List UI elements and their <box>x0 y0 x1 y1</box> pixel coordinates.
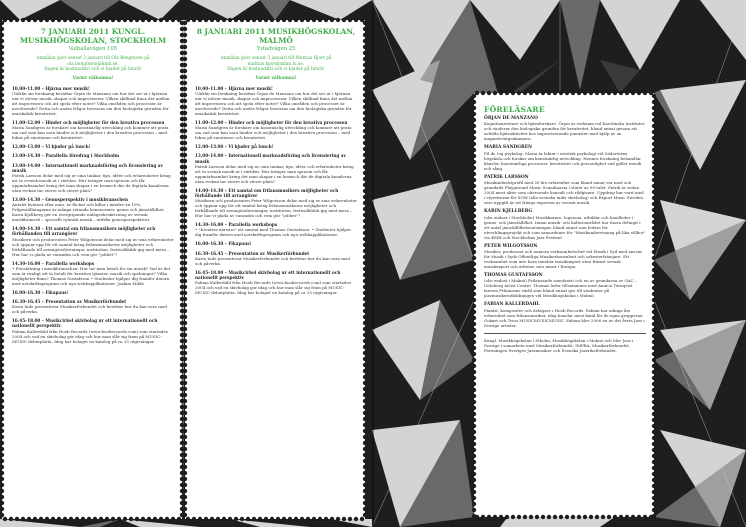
session-item <box>195 270 357 295</box>
stockholm-title: 7 JANUARI 2011 KUNGL. MUSIKHÖGSKOLAN, STOCKHOLM <box>19 27 167 45</box>
malmo-program-card <box>185 20 365 519</box>
stockholm-schedule <box>12 86 174 344</box>
session-item <box>195 222 357 237</box>
session-description: Patrik Larsson delar med sig av sina tankar, tips, idéer och erfarenheter kring att ta svensk musik ut i världen. Hur tränger man igenom och får uppmärksamhet kring det man skapar i en bransch där de digitala kanalerna utan tvekan tar större och större plats? <box>12 173 171 194</box>
session-item <box>12 226 174 256</box>
lecturer-list <box>484 116 646 328</box>
malmo-schedule <box>195 86 357 295</box>
session-item <box>12 261 174 286</box>
malmo-title: 8 JANUARI 2011 MUSIKHÖGSKOLAN, MALMÖ <box>196 27 356 45</box>
session-description: Maria Sandgren är forskare om konstnärlig utveckling och kommer att prata om vad som kan vara hinder och möjligheter i den kreativa processen – med fokus på emotioner och kreativitet. <box>195 125 352 141</box>
session-heading: 10.00–11.00 – Hjärna mer musik! <box>195 85 273 91</box>
lecturer-entry <box>484 244 646 269</box>
lecturer-entry <box>484 209 646 239</box>
session-item <box>195 153 357 183</box>
session-description: Musikern och producenten Peter Wilgotsson delar med sig av sina erfarenheter och öppnar upp för ett samtal kring frilansmusikerns möjligheter och förhållande till arrangörsföreningar, institution, festivalklubb-gig med mera – Hur har vi glada av varandra och vem gör "jobbet"? <box>195 198 357 219</box>
lecturer-bio: Musikindustriprofil med 20 års erfarenhet som bland annat var med och grundade Playground Music Scandinavia i slutet av 90-talet. Patrik är sedan 2004 mest aktiv som oberoende konsult och rådgivare. Uppdrag har varit med i styrelserna för SOM (alla svenska indie skivbolag) och Export Music Sweden vars uppgift är att främja exporten av svensk musik. <box>484 180 644 206</box>
center-fold <box>372 0 374 527</box>
lecturer-bio: (obs endast i Stockholm) Musikkarare, logonom, utbildar och handleder i genus- och jämställdhet. Innan musik- och kulturområdet har Karin deltagit i ett antal jämställdhetssatsningar, bland annat som ledare för utvecklingsprojekt och som samordnare för "Musikundervisning på lika villkor" via KMH och Stockholms Jazz Festival. <box>484 214 646 240</box>
session-item <box>12 197 174 222</box>
session-description: • Prissättning i musikbranschen: Hur tar man betalt för sin musik? Vad är det som är rimligt att ta betalt för kreativa tjänster, musik och spelningar? Vilka möjligheter finns? Thomas Gustafsson • Studenter hjälper dig framför datorn med notskriftsprogram och nya webbapplikationer. Joakim Milde <box>12 265 171 286</box>
session-heading: 12.00–13.00 – Vi bjuder på lunch! <box>12 144 91 150</box>
session-description: Fabian Kallerdahl från Hoob Records (www.hoobrecords.com) som startades 2004 och vad en skivbolag gör idag och hur man slår sig fram på MUSIC-MUSIC-debutplatta. Idag har bolaget en katalog på ca 25 utgivningar. <box>12 328 168 344</box>
malmo-info-line: Dagen är kostnadsfri och vi bjuder på lunch! <box>227 67 325 72</box>
session-heading: 11.00–12.00 – Hinder och möjligheter för den kreativa processen <box>195 120 348 126</box>
stockholm-info-line: Anmälan görs senast 3 januari till Ola Bengtsson på <box>36 56 150 62</box>
session-heading: 16.00–16.30 – Fikapaus! <box>195 241 252 247</box>
session-description: Antalet kvinnor eller män, av flickor och killar i mindre än 10%. Frågeställningarna är många rörande könsnormer, genus och jämställdhet. Karin Kjellberg ger en övergripande nulägesbeskrivning av svensk musikbransch – speciellt rytmisk musik – utifrån genusperspektivet. <box>12 202 165 223</box>
session-heading: 13.00–14.30 – Genusperspektiv i musikbranschen <box>12 197 129 203</box>
session-description: Karin Inde presenterar Musikerförbundet och berättar hur du kan vara med och påverka. <box>12 304 167 315</box>
session-item <box>195 144 357 149</box>
session-description: Musikern och producenten Peter Wilgotsson delar med sig av sina erfarenheter och öppnar upp för ett samtal kring frilansmusikerns möjligheter och förhållande till arrangörsföreningar, institution, festivalklubb-gig med mera – Hur har vi glada av varandra och vem gör "jobbet"? <box>12 236 174 257</box>
stockholm-address: Valhallavägen 105 <box>68 46 118 53</box>
footer-divider <box>484 333 646 334</box>
session-item <box>195 241 357 246</box>
session-description: Patrik Larsson delar med sig av sina tankar, tips, idéer och erfarenheter kring att ta svensk musik ut i världen. Hur tränger man igenom och får uppmärksamhet kring det man skapar i en bransch där de digitala kanalerna utan tvekan tar större och större plats? <box>195 163 354 184</box>
session-heading: 13.00–14.30 – Parallella föredrag i Stockholm <box>12 153 120 159</box>
session-description: Karin Inde presenterar Musikerförbundet och berättar hur du kan vara med och påverka. <box>195 255 350 266</box>
session-heading: 14.00–14.30 – Ett samtal om frilansmusikers möjligheter och förhållanden till arrangörer <box>12 226 156 237</box>
lecturer-name: KARIN KJELLBERG <box>484 209 533 215</box>
malmo-address: Ystadvägen 25 <box>256 46 296 53</box>
session-item <box>195 251 357 266</box>
lecturer-name: MARIA SANDGREN <box>484 145 533 151</box>
session-heading: 16.00–16.30 – Fikapaus! <box>12 289 69 295</box>
session-heading: 16.30–16.45 – Presentation av Musikerförbundet <box>12 299 127 305</box>
lecturers-title: FÖRELÄSARE <box>484 105 545 114</box>
stockholm-welcome: Varmt välkomna! <box>72 76 114 82</box>
lecturer-name: PATRIK LARSSON <box>484 174 529 180</box>
organizers-footer: Kungl. Musikhögskolan i Stholm, Musikhögskolan i Malmö och Mer Jazz i Sverige i samarbete med Musikerförbundet, IMPRA, Musikerförbundet, Föreningen Sveriges Jazzmusiker och Svenska Jazzriksförbundet. <box>484 337 634 353</box>
session-heading: 14.30–16.00 – Parallella workshops <box>195 222 278 228</box>
session-description: • "Kreativa närvaro" ett samtal med Thomas Gustafsson. • Studenter hjälper dig framför datorn med notskriftsprogram och nya webbapplikationer. <box>195 227 352 238</box>
stockholm-program-card <box>2 20 182 519</box>
lecturer-entry <box>484 175 646 205</box>
session-heading: 16.30–16.45 – Presentation av Musikerförbundet <box>195 250 310 256</box>
malmo-info-line: Anmälan görs senast 3 januari till Mattias Hjort på <box>220 56 332 62</box>
lecturer-name: THOMAS GUSTAFSSON <box>484 273 543 279</box>
session-item <box>195 120 357 140</box>
lecturer-entry <box>484 145 646 170</box>
session-item <box>12 120 174 140</box>
session-heading: 12.00–13.00 – Vi bjuder på lunch! <box>195 144 274 150</box>
session-item <box>12 299 174 314</box>
session-item <box>12 153 174 158</box>
lecturers-card <box>474 93 654 517</box>
stockholm-info-line: Dagen är kostnadsfri och vi bjuder på lunch! <box>44 67 142 72</box>
session-heading: 16.45–18.00 – Musikcirkel skivbolag ur ett internationellt och nationellt perspektiv <box>195 269 341 281</box>
lecturer-bio: Kognitionsvetare och hjärnforskare. Örjan är verksam vid Karolinska Institutet och studerar den biologiska grunden för kreativitet, bland annat genom att avbilda hjärnaktivitet hos improviserande pianister med hjälp av en magnetröntgenkamera. <box>484 121 645 142</box>
lecturer-entry <box>484 116 646 141</box>
stockholm-info-line: ola.bengtsson@kmh.se. <box>67 61 119 67</box>
session-item <box>195 188 357 218</box>
lecturer-bio: Musiker, producent och numera verksamhetschef vid Musik i Syd med ansvar för Musik i Syds Offentliga Musikerkonsulent och orkesterfrämjare. Ett verksamhet som inte bara innebär musikimport utan främst svensk musikexport och arbetar, inte minst i Europa. <box>484 249 643 270</box>
session-item <box>12 86 174 116</box>
session-heading: 13.00–14.00 – Internationell marknadsföring och licensiering av musik <box>12 162 163 173</box>
session-heading: 11.00–12.00 – Hinder och möjligheter för den kreativa processen <box>12 120 165 126</box>
session-heading: 14.30–16.00 – Parallella workshops <box>12 260 95 266</box>
lecturer-entry <box>484 302 646 327</box>
lecturer-bio: (obs endast i Malmö) Frilansande saxofonist och en av grundarna av GAC – Göteborg Artist Centre. Thomas leder tillsammans med Annica Törnqvist kursen Frilansens värld som bland annat ges till studenter på jazzmusikerutbildningen vid Musikhögskolan i Malmö. <box>484 278 637 299</box>
session-item <box>12 163 174 193</box>
session-item <box>12 144 174 149</box>
session-item <box>195 86 357 116</box>
session-description: Utifrån sin forskning berättar Örjan de Manzano om hur det ser ut i hjärnan när vi utövar musik, skapar och improviserar. Vilken skillnad finns det mellan att improvisera och att spela efter noter? Vilka områden och processer är involverade? Detta och andra frågor besvaras om den biologiska grunden för musikalisk kreativitet. <box>12 91 170 117</box>
session-description: Utifrån sin forskning berättar Örjan de Manzano om hur det ser ut i hjärnan när vi utövar musik, skapar och improviserar. Vilken skillnad finns det mellan att improvisera och att spela efter noter? Vilka områden och processer är involverade? Detta och andra frågor besvaras om den biologiska grunden för musikalisk kreativitet. <box>195 91 353 117</box>
lecturer-name: ÖRJAN DE MANZANO <box>484 116 538 121</box>
session-heading: 10.00–11.00 – Hjärna mer musik! <box>12 85 90 91</box>
lecturer-entry <box>484 273 646 298</box>
lecturer-bio: Pianist, kompositör och delägare i Hoob Records. Fabian har många års erfarenhet som frilansmusiker, idag hanslar mest känd för de egna grupperna Gokart och Trios MUSICMUSICMUSIC. Fabian blev 2006 en av det årets Jazz i Sverige artister. <box>484 307 645 328</box>
malmo-welcome: Varmt välkomna! <box>255 76 297 82</box>
lecturer-name: FABIAN KALLERDAHL <box>484 302 540 308</box>
session-heading: 14.00–14.30 – Ett samtal om frilansmusikers möjligheter och förhållande till arrangörer <box>195 187 339 199</box>
session-item <box>12 318 174 343</box>
lecturer-name: PETER WILGOTSSON <box>484 243 538 249</box>
session-description: Fabian Kallerdahl från Hoob Records (www.hoobrecords.com) som startades 2004 och vad en skivbolag gör idag och hur man slår sig fram på MUSIC-MUSIC-debutplatta. Idag har bolaget en katalog på ca 25 utgivningar. <box>195 280 351 296</box>
session-heading: 16.45–18.00 – Musikcirkel skivbolag ur ett internationellt och nationellt perspektiv <box>12 318 158 329</box>
session-item <box>12 290 174 295</box>
lecturer-bio: Fil dr, leg psykolog. Maria är lektor i estetisk psykologi vid Södertörns högskola och forskar om konstnärlig utveckling. Hennes forskning behandlar känslor, konstnärliga processer, kreativitet och personlighet vad gäller musik och sång. <box>484 150 642 171</box>
session-description: Maria Sandgren är forskare om konstnärlig utveckling och kommer att prata om vad som kan vara hinder och möjligheter i den kreativa processen – med fokus på emotioner och kreativitet. <box>12 125 169 141</box>
malmo-info-line: mattias.hjort@mhm.lu.se. <box>247 61 305 67</box>
session-heading: 13.00–14.00 – Internationell marknadsföring och licensiering av musik <box>195 153 346 164</box>
